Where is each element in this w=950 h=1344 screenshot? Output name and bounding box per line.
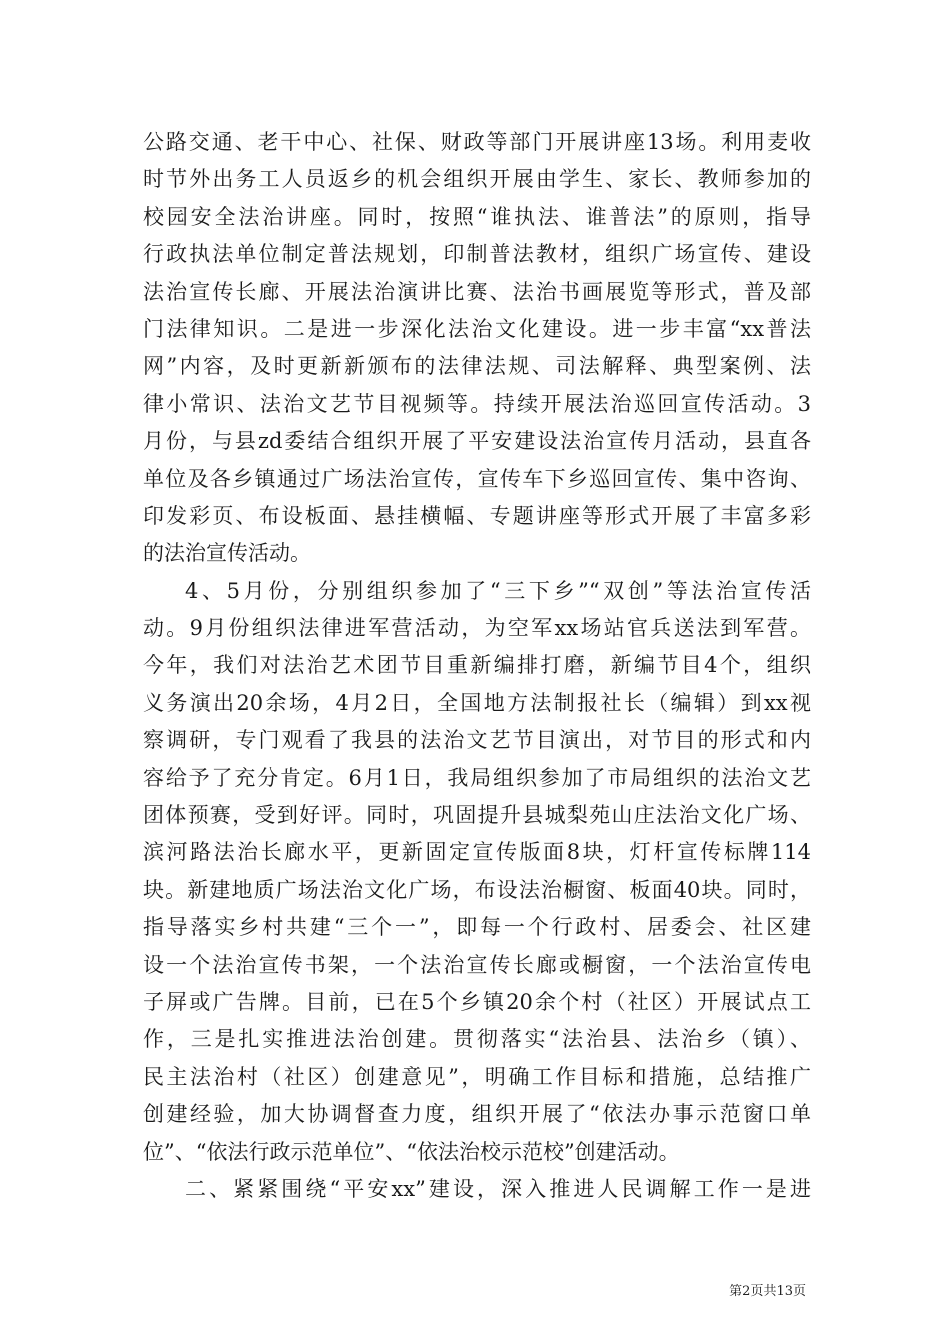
text-line: 块。新建地质广场法治文化广场，布设法治橱窗、板面40块。同时， <box>143 877 811 902</box>
paragraph-first-line: 二、紧紧围绕“平安xx”建设，深入推进人民调解工作一是进 <box>185 1176 811 1201</box>
text-line: 校园安全法治讲座。同时，按照“谁执法、谁普法”的原则，指导 <box>143 204 811 229</box>
text-line: 单位及各乡镇通过广场法治宣传，宣传车下乡巡回宣传、集中咨询、 <box>143 466 811 491</box>
text-line: 容给予了充分肯定。6月1日，我局组织参加了市局组织的法治文艺 <box>143 765 811 790</box>
text-line: 的法治宣传活动。 <box>143 541 311 566</box>
text-line: 团体预赛，受到好评。同时，巩固提升县城梨苑山庄法治文化广场、 <box>143 803 811 828</box>
text-line: 创建经验，加大协调督查力度，组织开展了“依法办事示范窗口单 <box>143 1102 811 1127</box>
text-line: 民主法治村（社区）创建意见”，明确工作目标和措施，总结推广 <box>143 1064 811 1089</box>
text-line: 义务演出20余场，4月2日，全国地方法制报社长（编辑）到xx视 <box>143 690 811 715</box>
text-line: 今年，我们对法治艺术团节目重新编排打磨，新编节目4个，组织 <box>143 653 811 678</box>
text-line: 月份，与县zd委结合组织开展了平安建设法治宣传月活动，县直各 <box>143 429 811 454</box>
text-line: 印发彩页、布设板面、悬挂横幅、专题讲座等形式开展了丰富多彩 <box>143 503 811 528</box>
text-line: 律小常识、法治文艺节目视频等。持续开展法治巡回宣传活动。3 <box>143 391 811 416</box>
text-line: 网”内容，及时更新新颁布的法律法规、司法解释、典型案例、法 <box>143 354 811 379</box>
text-line: 作，三是扎实推进法治创建。贯彻落实“法治县、法治乡（镇）、 <box>143 1027 811 1052</box>
page-number: 第2页共13页 <box>729 1284 806 1299</box>
text-line: 滨河路法治长廊水平，更新固定宣传版面8块，灯杆宣传标牌114 <box>143 840 811 865</box>
text-line: 子屏或广告牌。目前，已在5个乡镇20余个村（社区）开展试点工 <box>143 989 811 1014</box>
text-line: 行政执法单位制定普法规划，印制普法教材，组织广场宣传、建设 <box>143 242 811 267</box>
text-line: 位”、“依法行政示范单位”、“依法治校示范校”创建活动。 <box>143 1139 680 1164</box>
paragraph-first-line: 4、5月份，分别组织参加了“三下乡”“双创”等法治宣传活 <box>185 578 811 603</box>
text-line: 动。9月份组织法律进军营活动，为空军xx场站官兵送法到军营。 <box>143 616 811 641</box>
text-line: 察调研，专门观看了我县的法治文艺节目演出，对节目的形式和内 <box>143 728 811 753</box>
text-line: 法治宣传长廊、开展法治演讲比赛、法治书画展览等形式，普及部 <box>143 279 811 304</box>
text-line: 设一个法治宣传书架，一个法治宣传长廊或橱窗，一个法治宣传电 <box>143 952 811 977</box>
text-line: 时节外出务工人员返乡的机会组织开展由学生、家长、教师参加的 <box>143 167 811 192</box>
document-body <box>143 124 811 1208</box>
text-line: 指导落实乡村共建“三个一”，即每一个行政村、居委会、社区建 <box>143 915 811 940</box>
text-line: 门法律知识。二是进一步深化法治文化建设。进一步丰富“xx普法 <box>143 316 811 341</box>
text-line: 公路交通、老干中心、社保、财政等部门开展讲座13场。利用麦收 <box>143 130 811 154</box>
